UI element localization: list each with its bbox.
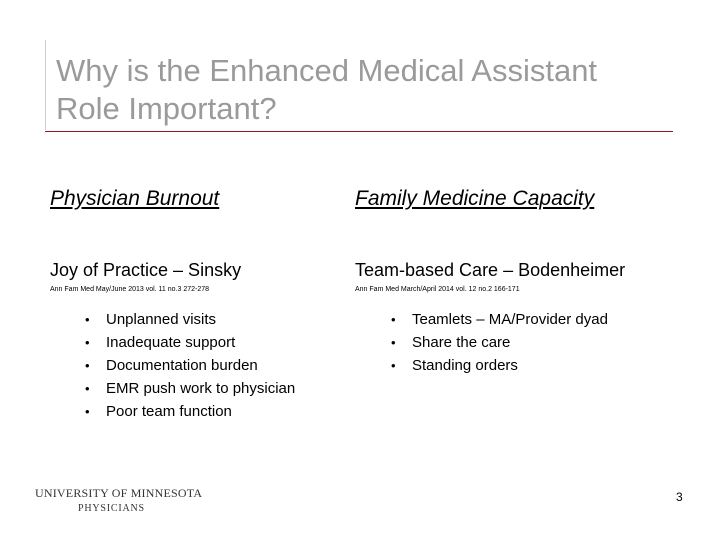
bullet-icon: • (85, 381, 90, 396)
title-box (45, 40, 674, 130)
university-logo (35, 486, 203, 514)
bullet-icon: • (85, 358, 90, 373)
right-citation: Ann Fam Med March/April 2014 vol. 12 no.2 166-171 (355, 286, 520, 293)
list-item-text: Inadequate support (106, 334, 236, 351)
left-subheading: Joy of Practice – Sinsky (50, 260, 242, 280)
list-item-text: Poor team function (106, 403, 232, 420)
title-divider (45, 131, 673, 132)
right-column (355, 185, 695, 374)
list-item (85, 308, 295, 331)
slide-title: Why is the Enhanced Medical Assistant Role Important? (56, 53, 598, 126)
page-number: 3 (676, 490, 683, 504)
list-item (85, 377, 295, 400)
list-item-text: EMR push work to physician (106, 380, 296, 397)
left-heading: Physician Burnout (50, 187, 220, 210)
list-item (391, 308, 608, 331)
logo-line-university: UNIVERSITY OF MINNESOTA (35, 486, 203, 500)
bullet-icon: • (85, 312, 90, 327)
list-item (85, 354, 295, 377)
bullet-icon: • (85, 404, 90, 419)
bullet-icon: • (85, 335, 90, 350)
list-item (85, 331, 295, 354)
list-item-text: Share the care (412, 334, 511, 351)
left-column (50, 185, 340, 420)
list-item (85, 400, 295, 423)
list-item-text: Documentation burden (106, 357, 258, 374)
logo-line-physicians: PHYSICIANS (78, 503, 145, 514)
bullet-icon: • (391, 358, 396, 373)
list-item-text: Teamlets – MA/Provider dyad (412, 311, 608, 328)
list-item (391, 331, 608, 354)
right-heading: Family Medicine Capacity (355, 187, 595, 210)
right-subheading: Team-based Care – Bodenheimer (355, 260, 626, 280)
right-bullet-list (391, 308, 608, 377)
bullet-icon: • (391, 335, 396, 350)
list-item (391, 354, 608, 377)
list-item-text: Unplanned visits (106, 311, 217, 328)
left-citation: Ann Fam Med May/June 2013 vol. 11 no.3 272-278 (50, 286, 210, 293)
list-item-text: Standing orders (412, 357, 518, 374)
bullet-icon: • (391, 312, 396, 327)
left-bullet-list (85, 308, 295, 423)
